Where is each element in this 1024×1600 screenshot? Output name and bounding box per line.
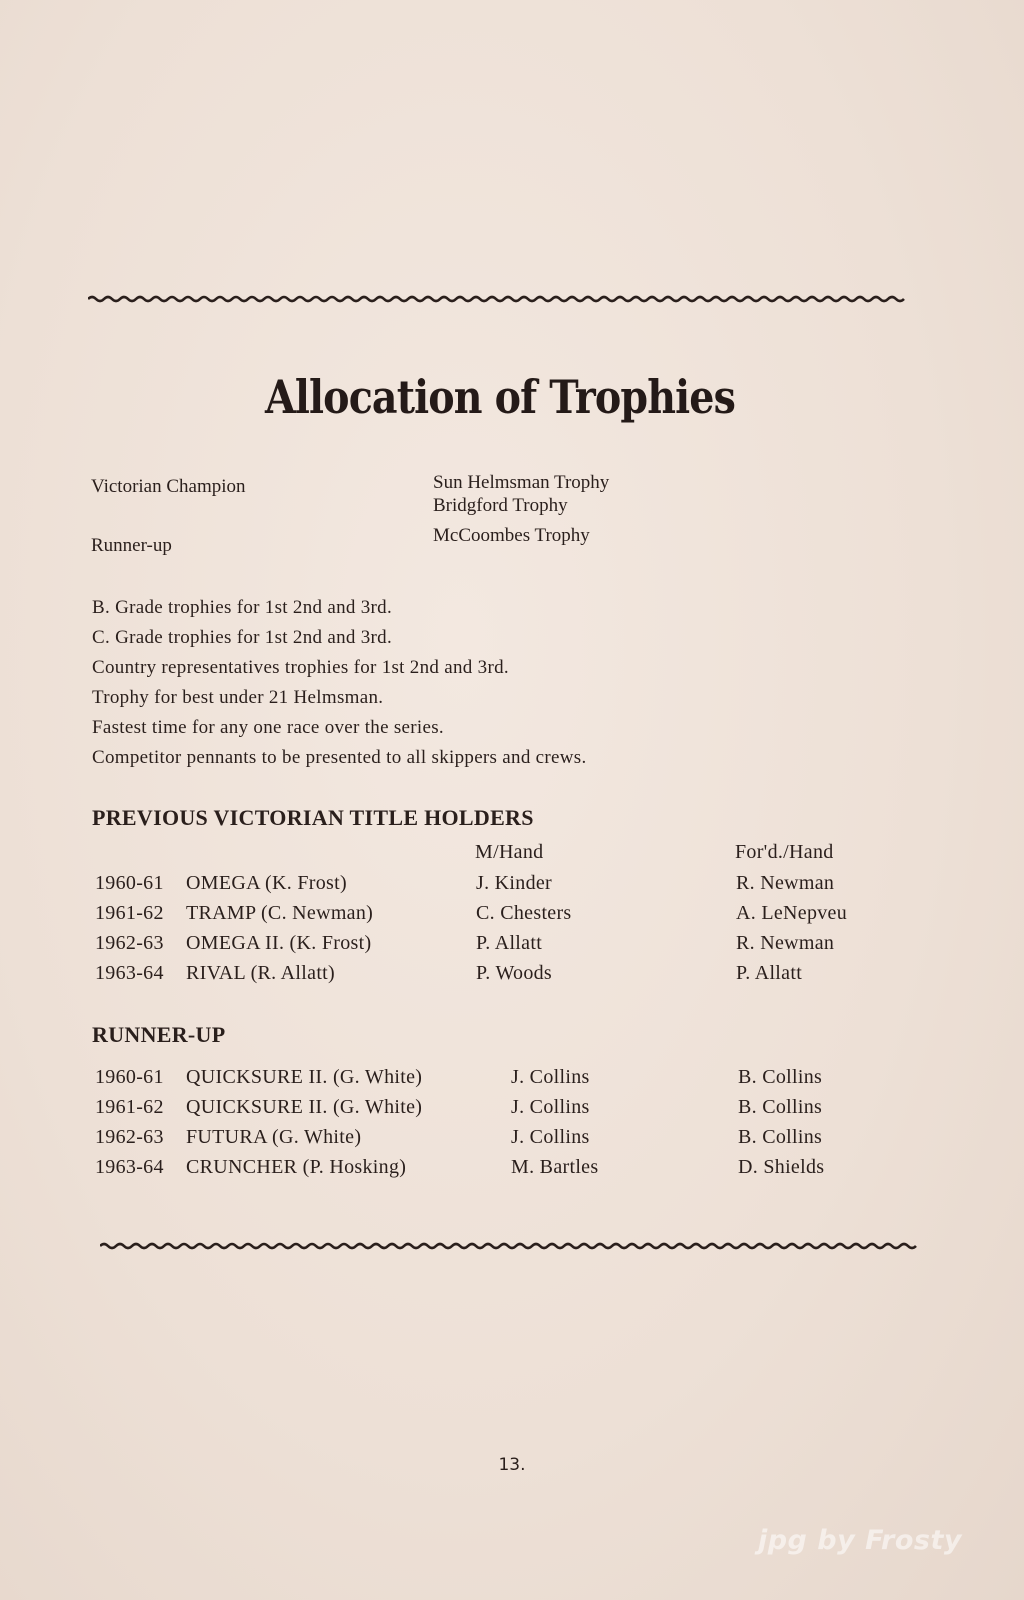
runner-up-year: 1960-61 [95,1066,164,1088]
previous-boat: TRAMP (C. Newman) [186,902,374,924]
previous-year: 1962-63 [95,932,164,954]
runner-up-mhand: J. Collins [511,1096,590,1118]
page-number: 13. [498,1455,526,1475]
runner-up-year: 1963-64 [95,1156,164,1178]
runner-up-boat: QUICKSURE II. (G. White) [186,1096,423,1118]
runner-up-mhand: J. Collins [511,1126,590,1148]
previous-mhand: P. Woods [476,962,553,984]
trophy-champion-name-2: Bridgford Trophy [433,495,568,516]
runner-up-fhand: B. Collins [738,1096,823,1118]
previous-year: 1960-61 [95,872,164,894]
page-title: Allocation of Trophies [264,370,736,424]
runner-up-fhand: B. Collins [738,1126,823,1148]
trophy-runner-up-name: McCoombes Trophy [433,525,590,546]
runner-up-boat: CRUNCHER (P. Hosking) [186,1156,407,1178]
previous-fhand: R. Newman [736,932,835,954]
watermark: jpg by Frosty [757,1525,962,1556]
fhand-column-header: For'd./Hand [735,841,834,863]
runner-up-fhand: D. Shields [738,1156,825,1178]
trophy-label-runner-up: Runner-up [91,535,172,556]
note-line: B. Grade trophies for 1st 2nd and 3rd. [92,597,393,618]
bottom-wavy-divider [100,1241,920,1251]
previous-boat: OMEGA (K. Frost) [186,872,347,894]
runner-up-heading: RUNNER-UP [92,1022,226,1047]
note-line: Trophy for best under 21 Helmsman. [92,687,384,708]
trophy-champion-name-1: Sun Helmsman Trophy [433,472,610,493]
note-line: Competitor pennants to be presented to all skippers and crews. [92,747,587,768]
previous-boat: OMEGA II. (K. Frost) [186,932,372,954]
mhand-column-header: M/Hand [475,841,544,863]
previous-fhand: A. LeNepveu [736,902,848,924]
previous-fhand: R. Newman [736,872,835,894]
previous-fhand: P. Allatt [736,962,803,984]
runner-up-year: 1961-62 [95,1096,164,1118]
note-line: Fastest time for any one race over the series. [92,717,444,738]
runner-up-boat: QUICKSURE II. (G. White) [186,1066,423,1088]
runner-up-mhand: M. Bartles [511,1156,599,1178]
runner-up-fhand: B. Collins [738,1066,823,1088]
previous-year: 1961-62 [95,902,164,924]
previous-mhand: P. Allatt [476,932,543,954]
note-line: Country representatives trophies for 1st 2nd and 3rd. [92,657,509,678]
trophy-notes [92,593,587,773]
runner-up-mhand: J. Collins [511,1066,590,1088]
previous-mhand: C. Chesters [476,902,572,924]
runner-up-boat: FUTURA (G. White) [186,1126,362,1148]
previous-year: 1963-64 [95,962,164,984]
runner-up-year: 1962-63 [95,1126,164,1148]
previous-boat: RIVAL (R. Allatt) [186,962,335,984]
previous-holders-heading: PREVIOUS VICTORIAN TITLE HOLDERS [92,805,534,830]
previous-mhand: J. Kinder [476,872,553,894]
top-wavy-divider [88,294,908,304]
trophy-label-champion: Victorian Champion [91,476,246,497]
note-line: C. Grade trophies for 1st 2nd and 3rd. [92,627,393,648]
